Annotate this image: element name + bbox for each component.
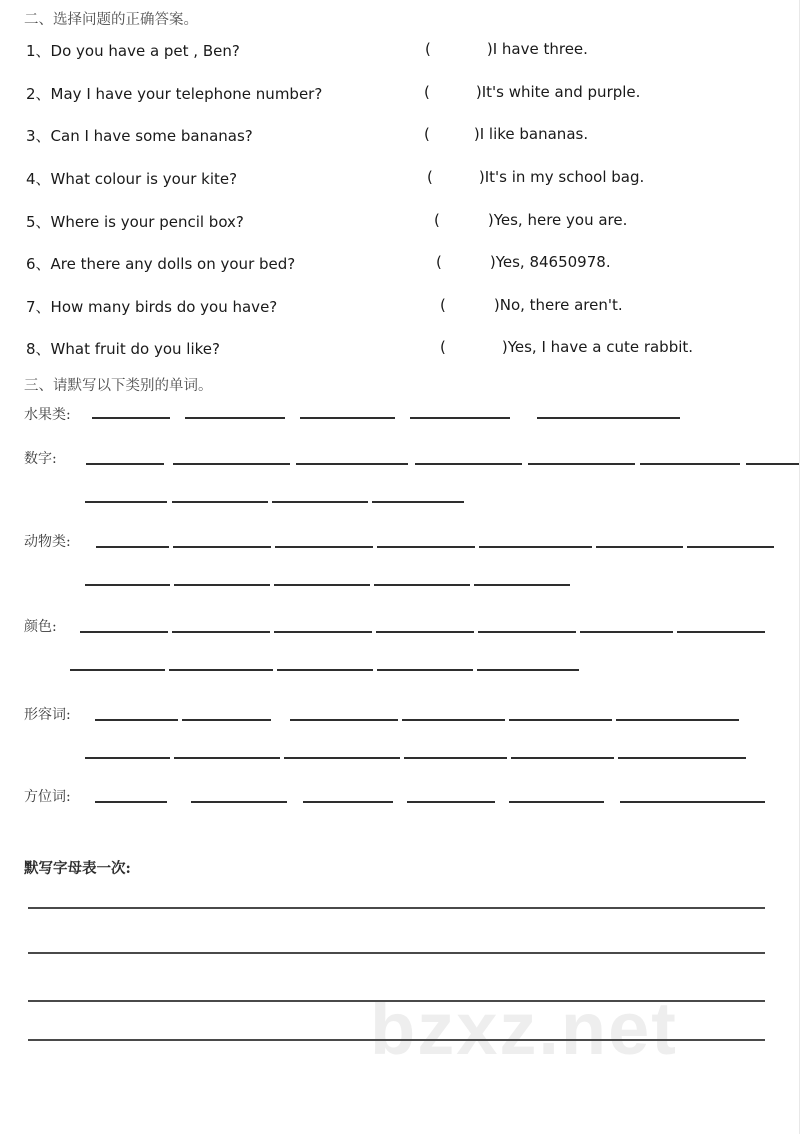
answer-blank-bracket[interactable]: (	[440, 296, 446, 314]
answer-option	[425, 40, 588, 58]
answer-option	[436, 253, 611, 271]
answer-blank-bracket[interactable]: )	[486, 40, 493, 58]
answer-blank-bracket[interactable]: )	[478, 168, 485, 186]
write-in-blank[interactable]	[580, 631, 673, 633]
writing-ruled-line[interactable]	[28, 1000, 765, 1002]
write-in-blank[interactable]	[290, 719, 398, 721]
answer-blank-bracket[interactable]: )	[489, 253, 496, 271]
write-in-blank[interactable]	[415, 463, 522, 465]
write-in-blank[interactable]	[95, 719, 178, 721]
answer-blank-bracket[interactable]: )	[493, 296, 500, 314]
write-in-blank[interactable]	[618, 757, 746, 759]
answer-blank-bracket[interactable]: )	[475, 83, 482, 101]
answer-blank-bracket[interactable]: (	[425, 40, 431, 58]
question-row	[0, 338, 800, 368]
answer-blank-bracket[interactable]: (	[427, 168, 433, 186]
answer-blank-bracket[interactable]: (	[436, 253, 442, 271]
writing-ruled-line[interactable]	[28, 952, 765, 954]
question-row	[0, 253, 800, 283]
question-row	[0, 40, 800, 70]
answer-option	[424, 125, 588, 143]
question-text: 8、What fruit do you like?	[26, 340, 220, 358]
write-in-blank[interactable]	[85, 584, 170, 586]
answer-blank-bracket[interactable]: (	[440, 338, 446, 356]
write-in-blank[interactable]	[272, 501, 368, 503]
write-in-blank[interactable]	[173, 463, 290, 465]
write-in-blank[interactable]	[277, 669, 373, 671]
question-text: 1、Do you have a pet , Ben?	[26, 42, 240, 60]
write-in-blank[interactable]	[85, 501, 167, 503]
write-in-blank[interactable]	[511, 757, 614, 759]
write-in-blank[interactable]	[296, 463, 408, 465]
dictation-category-label: 水果类:	[24, 407, 71, 423]
answer-text: I like bananas.	[479, 125, 589, 143]
site-watermark: bzxz.net	[370, 987, 678, 1070]
write-in-blank[interactable]	[284, 757, 400, 759]
write-in-blank[interactable]	[479, 546, 592, 548]
writing-ruled-line[interactable]	[28, 1039, 765, 1041]
write-in-blank[interactable]	[376, 631, 474, 633]
write-in-blank[interactable]	[640, 463, 740, 465]
question-number: 2、	[26, 85, 51, 103]
answer-text: Yes, here you are.	[493, 211, 628, 229]
question-number: 8、	[26, 340, 51, 358]
answer-option	[424, 83, 640, 101]
question-row	[0, 125, 800, 155]
write-in-blank[interactable]	[172, 631, 270, 633]
write-in-blank[interactable]	[746, 463, 800, 465]
question-text: 6、Are there any dolls on your bed?	[26, 255, 296, 273]
write-in-blank[interactable]	[169, 669, 273, 671]
question-row	[0, 211, 800, 241]
write-in-blank[interactable]	[374, 584, 470, 586]
dictation-category-label: 数字:	[24, 451, 57, 467]
write-in-blank[interactable]	[96, 546, 169, 548]
question-row	[0, 83, 800, 113]
answer-blank-bracket[interactable]: (	[424, 125, 430, 143]
question-text: 4、What colour is your kite?	[26, 170, 238, 188]
write-in-blank[interactable]	[377, 546, 475, 548]
answer-blank-bracket[interactable]: (	[424, 83, 430, 101]
question-number: 4、	[26, 170, 51, 188]
answer-text: No, there aren't.	[499, 296, 623, 314]
answer-option	[427, 168, 644, 186]
answer-blank-bracket[interactable]: )	[487, 211, 494, 229]
write-in-blank[interactable]	[407, 801, 495, 803]
write-in-blank[interactable]	[185, 417, 285, 419]
write-in-blank[interactable]	[274, 631, 372, 633]
write-in-blank[interactable]	[303, 801, 393, 803]
write-in-blank[interactable]	[275, 546, 373, 548]
answer-text: Yes, 84650978.	[495, 253, 611, 271]
dictation-category-label: 方位词:	[24, 789, 71, 805]
write-in-blank[interactable]	[474, 584, 570, 586]
write-in-blank[interactable]	[182, 719, 271, 721]
question-row	[0, 168, 800, 198]
answer-blank-bracket[interactable]: )	[473, 125, 480, 143]
question-row	[0, 296, 800, 326]
write-in-blank[interactable]	[173, 546, 271, 548]
write-in-blank[interactable]	[478, 631, 576, 633]
answer-option	[440, 296, 623, 314]
write-in-blank[interactable]	[477, 669, 579, 671]
write-in-blank[interactable]	[509, 801, 604, 803]
question-text: 2、May I have your telephone number?	[26, 85, 323, 103]
write-in-blank[interactable]	[92, 417, 170, 419]
write-in-blank[interactable]	[85, 757, 170, 759]
question-text: 3、Can I have some bananas?	[26, 127, 253, 145]
write-in-blank[interactable]	[402, 719, 505, 721]
write-in-blank[interactable]	[509, 719, 612, 721]
dictation-category-label: 形容词:	[24, 707, 71, 723]
section-heading-dictation: 三、请默写以下类别的单词。	[24, 378, 213, 394]
answer-option	[440, 338, 693, 356]
write-in-blank[interactable]	[174, 757, 280, 759]
write-in-blank[interactable]	[300, 417, 395, 419]
dictation-category-label: 动物类:	[24, 534, 71, 550]
write-in-blank[interactable]	[537, 417, 680, 419]
write-in-blank[interactable]	[80, 631, 168, 633]
write-in-blank[interactable]	[95, 801, 167, 803]
answer-text: It's in my school bag.	[484, 168, 645, 186]
answer-option	[434, 211, 627, 229]
question-number: 7、	[26, 298, 51, 316]
write-in-blank[interactable]	[616, 719, 739, 721]
write-in-blank[interactable]	[620, 801, 765, 803]
question-number: 1、	[26, 42, 51, 60]
write-in-blank[interactable]	[191, 801, 287, 803]
write-in-blank[interactable]	[677, 631, 765, 633]
write-in-blank[interactable]	[70, 669, 165, 671]
write-in-blank[interactable]	[377, 669, 473, 671]
writing-ruled-line[interactable]	[28, 907, 765, 909]
answer-text: I have three.	[492, 40, 588, 58]
write-in-blank[interactable]	[596, 546, 683, 548]
question-text: 5、Where is your pencil box?	[26, 213, 244, 231]
write-in-blank[interactable]	[174, 584, 270, 586]
answer-blank-bracket[interactable]: (	[434, 211, 440, 229]
dictation-category-label: 颜色:	[24, 619, 57, 635]
write-in-blank[interactable]	[274, 584, 370, 586]
alphabet-dictation-prompt: 默写字母表一次:	[24, 860, 131, 877]
section-heading-multiple-choice: 二、选择问题的正确答案。	[24, 12, 198, 28]
write-in-blank[interactable]	[528, 463, 635, 465]
write-in-blank[interactable]	[172, 501, 268, 503]
answer-text: It's white and purple.	[481, 83, 641, 101]
write-in-blank[interactable]	[404, 757, 507, 759]
question-number: 5、	[26, 213, 51, 231]
write-in-blank[interactable]	[86, 463, 164, 465]
question-number: 6、	[26, 255, 51, 273]
write-in-blank[interactable]	[372, 501, 464, 503]
answer-text: Yes, I have a cute rabbit.	[507, 338, 694, 356]
answer-blank-bracket[interactable]: )	[501, 338, 508, 356]
question-number: 3、	[26, 127, 51, 145]
write-in-blank[interactable]	[410, 417, 510, 419]
write-in-blank[interactable]	[687, 546, 774, 548]
question-text: 7、How many birds do you have?	[26, 298, 278, 316]
